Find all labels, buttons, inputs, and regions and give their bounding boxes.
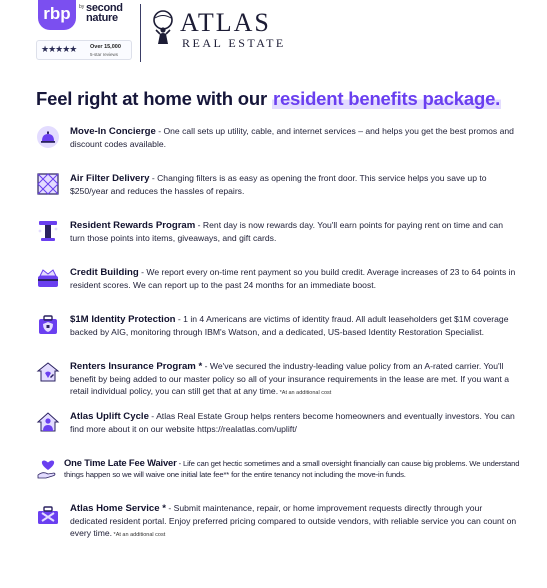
home-service-tools-icon [36, 502, 60, 526]
benefit-title: Credit Building [70, 267, 139, 278]
review-count: Over 15,000 [90, 44, 121, 50]
benefit-title: Air Filter Delivery [70, 173, 150, 184]
benefit-text [64, 457, 532, 480]
benefit-description: - Life can get hectic sometimes and a small oversight financially can cause big problems. We understand things happen so we will waive one initial late fee** for the entire tenancy not including the move-in funds. [64, 459, 520, 479]
benefit-text [70, 502, 520, 541]
second-nature-by: by [79, 4, 85, 10]
benefit-description: - We report every on-time rent payment so you build credit. Average increases of 23 to 64 points in resident scores. We can report up to the past 24 months for an immediate boost. [70, 267, 516, 290]
benefit-title: Atlas Home Service [70, 503, 160, 514]
benefit-title: Atlas Uplift Cycle [70, 411, 149, 422]
headline-lead: Feel right at home with our [36, 88, 272, 109]
rewards-pillar-icon [36, 219, 60, 243]
page-header [0, 0, 547, 66]
benefit-description: - We've secured the industry-leading value policy from an A-rated carrier. You'll benefit by being added to our master policy so all of your insurance requirements in the lease are met. If you want a retail individual policy, you can still get that at any time. [70, 361, 510, 396]
benefit-title: Renters Insurance Program [70, 361, 196, 372]
air-filter-icon [36, 172, 60, 196]
header-divider [140, 4, 141, 62]
benefit-text [70, 266, 520, 291]
benefit-footnote: *At an additional cost [112, 532, 166, 538]
star-rating-icon: ★★★★★ [41, 44, 77, 54]
atlas-logo-title: ATLAS [180, 8, 271, 37]
identity-shield-icon [36, 313, 60, 337]
page-headline [36, 88, 501, 110]
benefit-description: - Changing filters is as easy as opening the front door. This service helps you save up to $250/year and reduces the hassles of repairs. [70, 173, 487, 196]
headline-highlight: resident benefits package. [272, 88, 501, 109]
benefit-footnote: *At an additional cost [278, 390, 332, 396]
atlas-logo-subtitle: REAL ESTATE [182, 36, 286, 50]
benefit-title: $1M Identity Protection [70, 314, 176, 325]
rbp-logo: rbp [38, 0, 76, 30]
review-subtitle: 5-star reviews [90, 52, 119, 57]
atlas-figure-icon [150, 10, 176, 46]
concierge-bell-icon [36, 125, 60, 149]
second-nature-logo: second nature [86, 2, 123, 24]
benefit-description: - 1 in 4 Americans are victims of identity fraud. All adult leaseholders get $1M coverage backed by AIG, monitoring through IBM's Watson, and a dedicated, US-based Identity Restoration Specialist. [70, 314, 509, 337]
heart-hand-icon [36, 457, 60, 481]
benefit-description: - One call sets up utility, cable, and internet services – and helps you get the best promos and discount codes available. [70, 126, 514, 149]
benefit-title: Resident Rewards Program [70, 220, 196, 231]
insurance-house-icon [36, 360, 60, 384]
benefit-text [70, 172, 520, 197]
benefit-title: One Time Late Fee Waiver [64, 457, 177, 468]
benefit-description: - Submit maintenance, repair, or home improvement requests directly through your dedicated resident portal. Enjoy preferred pricing compared to outside vendors, with reliable service you can count on every time. [70, 503, 517, 538]
benefit-description: - Atlas Real Estate Group helps renters become homeowners and eventually investors. You can find more about it on our website https://realatlas.com/uplift/ [70, 411, 515, 434]
benefit-text [70, 125, 520, 150]
benefit-text [70, 410, 520, 435]
review-badge [36, 40, 132, 60]
credit-card-crown-icon [36, 266, 60, 290]
benefit-text [70, 360, 520, 399]
uplift-person-icon [36, 410, 60, 434]
benefit-title-mark: * [159, 503, 166, 514]
benefit-description: - Rent day is now rewards day. You'll earn points for paying rent on time and can turn those points into items, giveaways, and gift cards. [70, 220, 503, 243]
benefit-text [70, 219, 520, 244]
benefit-title: Move-In Concierge [70, 126, 156, 137]
benefit-text [70, 313, 520, 338]
benefit-title-mark: * [195, 361, 203, 372]
